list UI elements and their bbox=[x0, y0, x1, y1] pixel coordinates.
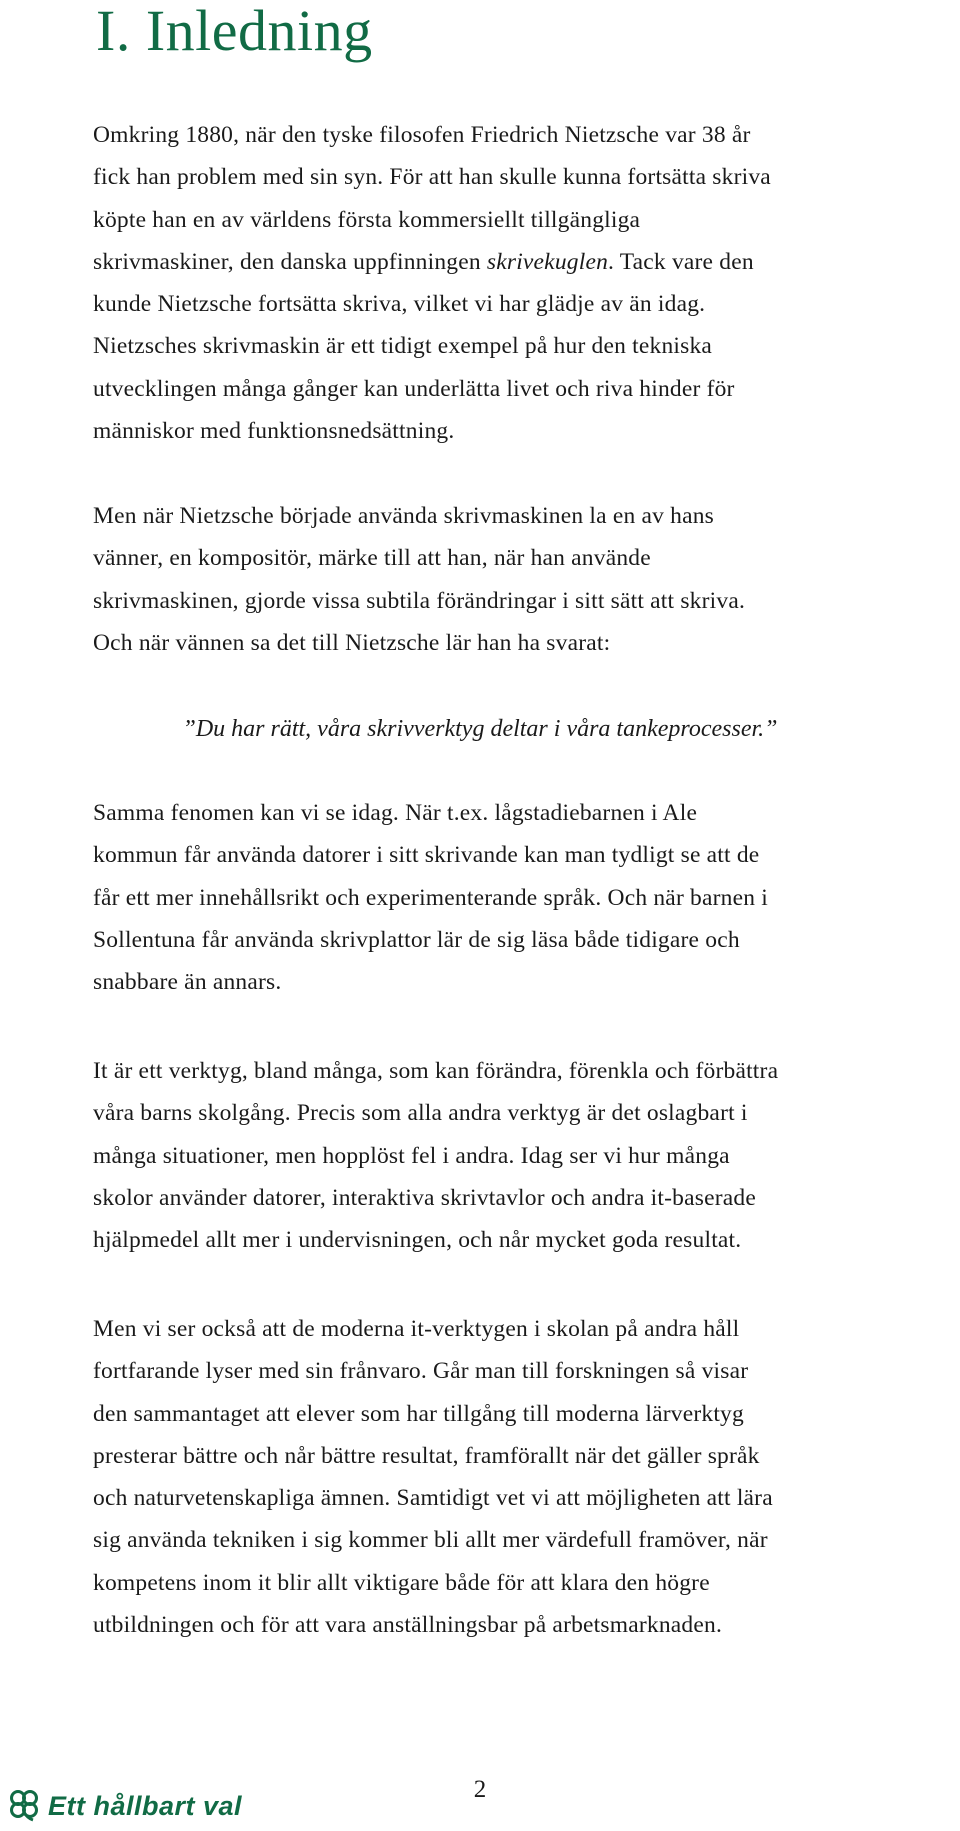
text-line: Samma fenomen kan vi se idag. När t.ex. lågstadiebarnen i Ale bbox=[93, 800, 698, 826]
text-segment: skrivmaskiner, den danska uppfinningen bbox=[93, 248, 487, 275]
paragraph-4 bbox=[93, 1050, 955, 1261]
emphasized-term: skrivekuglen bbox=[486, 248, 609, 275]
text-line: fortfarande lyser med sin frånvaro. Går man till forskningen så visar bbox=[93, 1358, 749, 1385]
logo-text: Ett hållbart val bbox=[48, 1790, 243, 1821]
text-line: sig använda tekniken i sig kommer bli allt mer värdefull framöver, när bbox=[93, 1527, 768, 1554]
text-line: och naturvetenskapliga ämnen. Samtidigt vet vi att möjligheten att lära bbox=[93, 1485, 773, 1512]
paragraph-5 bbox=[93, 1308, 955, 1646]
text-line bbox=[93, 241, 955, 283]
text-line: skrivmaskinen, gjorde vissa subtila förändringar i sitt sätt att skriva. bbox=[93, 587, 746, 614]
text-line: skolor använder datorer, interaktiva skrivtavlor och andra it-baserade bbox=[93, 1184, 756, 1211]
text-line: Och när vännen sa det till Nietzsche lär han ha svarat: bbox=[93, 629, 611, 656]
text-line: vänner, en kompositör, märke till att han, när han använde bbox=[93, 545, 651, 572]
text-line: utbildningen och för att vara anställningsbar på arbetsmarknaden. bbox=[93, 1612, 723, 1639]
text-line: presterar bättre och når bättre resultat, framförallt när det gäller språk bbox=[93, 1442, 760, 1469]
text-segment: . Tack vare den bbox=[608, 248, 754, 275]
page-number: 2 bbox=[473, 1776, 487, 1803]
text-line: våra barns skolgång. Precis som alla andra verktyg är det oslagbart i bbox=[93, 1100, 748, 1127]
text-line: Men vi ser också att de moderna it-verktygen i skolan på andra håll bbox=[93, 1316, 740, 1342]
text-line: Sollentuna får använda skrivplattor lär de sig läsa både tidigare och bbox=[93, 926, 740, 953]
text-line: snabbare än annars. bbox=[93, 969, 282, 996]
paragraph-2 bbox=[93, 495, 955, 664]
text-line: många situationer, men hopplöst fel i andra. Idag ser vi hur många bbox=[93, 1142, 730, 1169]
text-line: It är ett verktyg, bland många, som kan förändra, förenkla och förbättra bbox=[93, 1058, 779, 1084]
text-line: kommun får använda datorer i sitt skrivande kan man tydligt se att de bbox=[93, 842, 760, 869]
text-line: får ett mer innehållsrikt och experimenterande språk. Och när barnen i bbox=[93, 884, 768, 911]
text-line: Men när Nietzsche började använda skrivmaskinen la en av hans bbox=[93, 503, 715, 529]
text-line: hjälpmedel allt mer i undervisningen, och når mycket goda resultat. bbox=[93, 1227, 742, 1254]
paragraph-3 bbox=[93, 792, 955, 1003]
text-line: den sammantaget att elever som har tillgång till moderna lärverktyg bbox=[93, 1400, 744, 1427]
text-line: kompetens inom it blir allt viktigare både för att klara den högre bbox=[93, 1569, 710, 1596]
page-title: I. Inledning bbox=[96, 0, 373, 63]
paragraph-1 bbox=[93, 114, 955, 452]
text-line: Omkring 1880, när den tyske filosofen Friedrich Nietzsche var 38 år bbox=[93, 122, 751, 148]
text-line: fick han problem med sin syn. För att han skulle kunna fortsätta skriva bbox=[93, 164, 771, 191]
text-line: utvecklingen många gånger kan underlätta livet och riva hinder för bbox=[93, 375, 735, 402]
text-line: kunde Nietzsche fortsätta skriva, vilket vi har glädje av än idag. bbox=[93, 291, 706, 318]
quote: ”Du har rätt, våra skrivverktyg deltar i våra tankeprocesser.” bbox=[182, 716, 778, 742]
text-line: människor med funktionsnedsättning. bbox=[93, 418, 455, 445]
text-line: köpte han en av världens första kommersiellt tillgängliga bbox=[93, 206, 641, 233]
text-line: Nietzsches skrivmaskin är ett tidigt exempel på hur den tekniska bbox=[93, 333, 713, 360]
